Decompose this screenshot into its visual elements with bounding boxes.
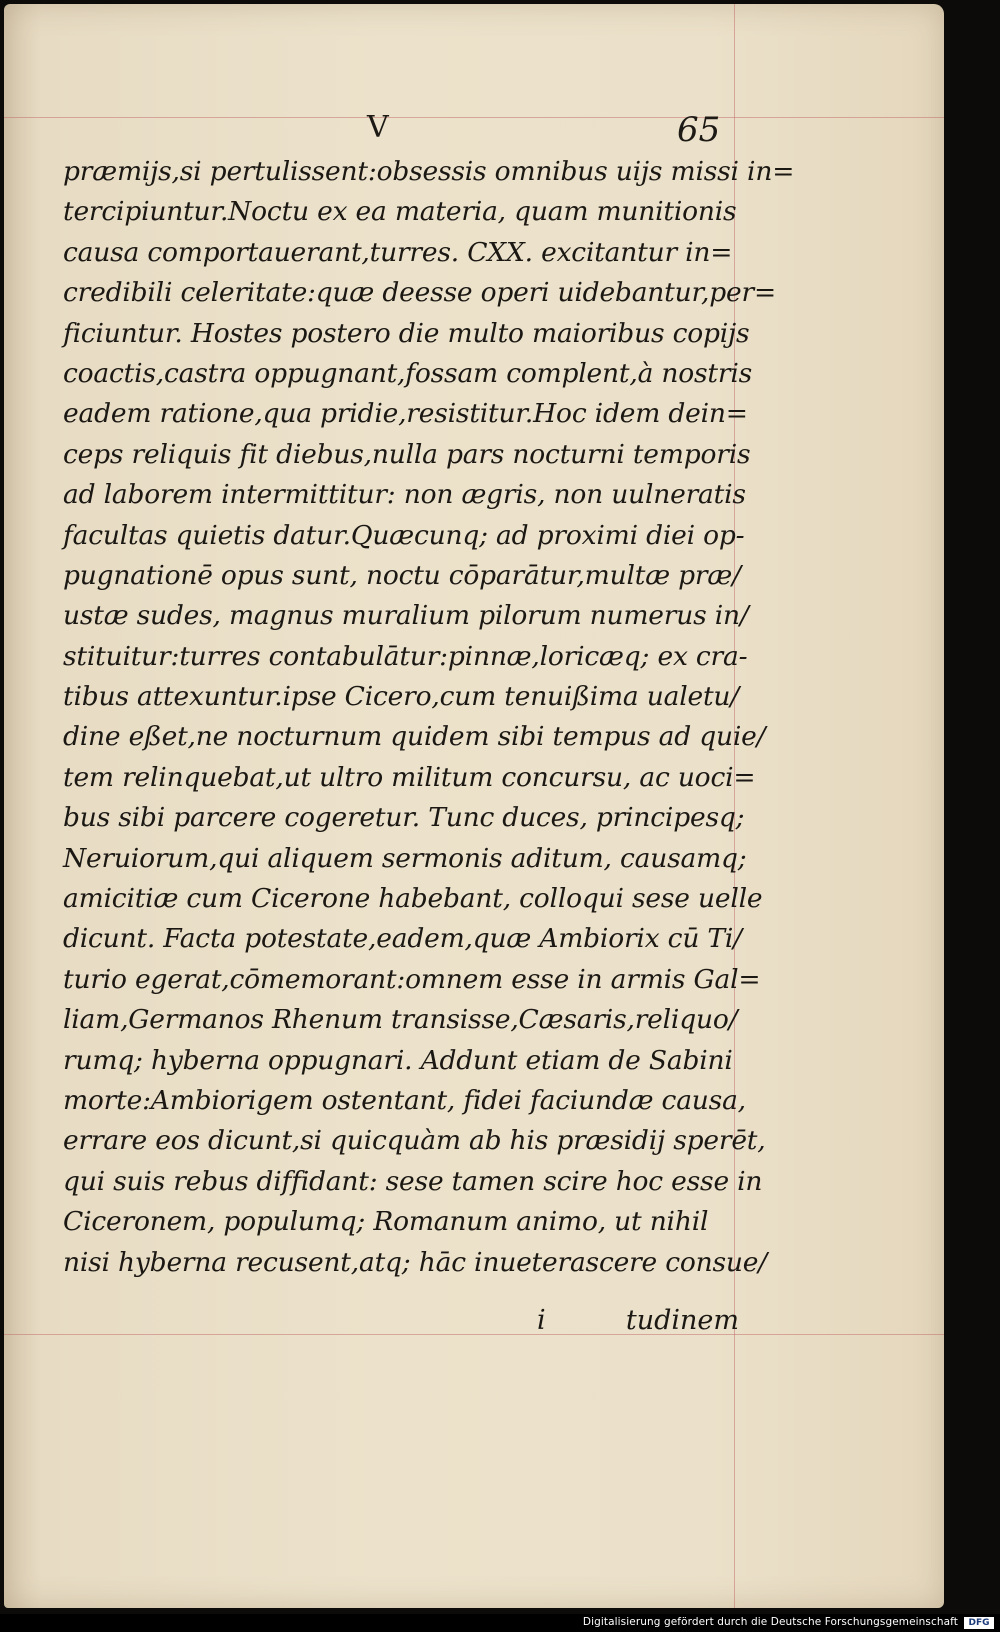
text-line: facultas quietis datur.Quæcunq; ad proximi diei op- <box>63 519 745 551</box>
text-line: tibus attexuntur.ipse Cicero,cum tenuißima ualetu/ <box>63 681 739 713</box>
text-line: tercipiuntur.Noctu ex ea materia, quam munitionis <box>63 196 737 228</box>
text-line: dicunt. Facta potestate,eadem,quæ Ambiorix cū Ti/ <box>63 923 742 955</box>
text-line: nisi hyberna recusent,atq; hāc inueterascere consue/ <box>63 1246 767 1278</box>
text-line: Neruiorum,qui aliquem sermonis aditum, causamq; <box>63 842 747 874</box>
text-line: præmijs,si pertulissent:obsessis omnibus uijs missi in= <box>63 156 795 187</box>
text-line: causa comportauerant,turres. CXX. excitantur in= <box>63 236 733 268</box>
text-line: ad laborem intermittitur: non ægris, non uulneratis <box>63 479 746 511</box>
text-line: morte:Ambiorigem ostentant, fidei faciundæ causa, <box>63 1084 746 1116</box>
text-line: dine eßet,ne nocturnum quidem sibi tempus ad quie/ <box>63 721 766 753</box>
book-page <box>4 4 944 1608</box>
catchword: tudinem <box>625 1305 739 1336</box>
text-line: tem relinquebat,ut ultro militum concursu, ac uoci= <box>63 761 756 793</box>
body-text <box>63 152 795 1283</box>
page-header <box>4 104 944 148</box>
text-line: ficiuntur. Hostes postero die multo maioribus copijs <box>63 317 750 349</box>
signature-mark: V <box>367 110 389 145</box>
text-line: coactis,castra oppugnant,fossam complent,à nostris <box>63 357 753 389</box>
catchline-signature: i <box>537 1305 546 1336</box>
text-line: errare eos dicunt,si quicquàm ab his præsidij sperēt, <box>63 1125 766 1157</box>
footer-bar <box>0 1614 1000 1632</box>
text-line: pugnationē opus sunt, noctu cōparātur,multæ præ/ <box>63 559 741 591</box>
text-line: ceps reliquis fit diebus,nulla pars nocturni temporis <box>63 438 751 470</box>
text-line: rumq; hyberna oppugnari. Addunt etiam de Sabini <box>63 1044 733 1076</box>
catchline <box>63 1305 739 1345</box>
text-line: stituitur:turres contabulātur:pinnæ,loricæq; ex cra- <box>63 640 748 672</box>
text-line: bus sibi parcere cogeretur. Tunc duces, principesq; <box>63 802 745 834</box>
text-line: ustæ sudes, magnus muralium pilorum numerus in/ <box>63 600 749 632</box>
text-line: Ciceronem, populumq; Romanum animo, ut nihil <box>63 1206 709 1238</box>
text-line: eadem ratione,qua pridie,resistitur.Hoc idem dein= <box>63 398 748 430</box>
dfg-logo: DFG <box>964 1617 994 1629</box>
text-line: liam,Germanos Rhenum transisse,Cæsaris,reliquo/ <box>63 1004 738 1036</box>
footer-credit: Digitalisierung gefördert durch die Deutsche Forschungsgemeinschaft <box>582 1616 958 1628</box>
text-line: credibili celeritate:quæ deesse operi uidebantur,per= <box>63 277 776 309</box>
text-line: qui suis rebus diffidant: sese tamen scire hoc esse in <box>63 1165 763 1197</box>
text-line: turio egerat,cōmemorant:omnem esse in armis Gal= <box>63 963 761 995</box>
text-line: amicitiæ cum Cicerone habebant, colloqui sese uelle <box>63 883 763 915</box>
page-number: 65 <box>677 110 721 150</box>
